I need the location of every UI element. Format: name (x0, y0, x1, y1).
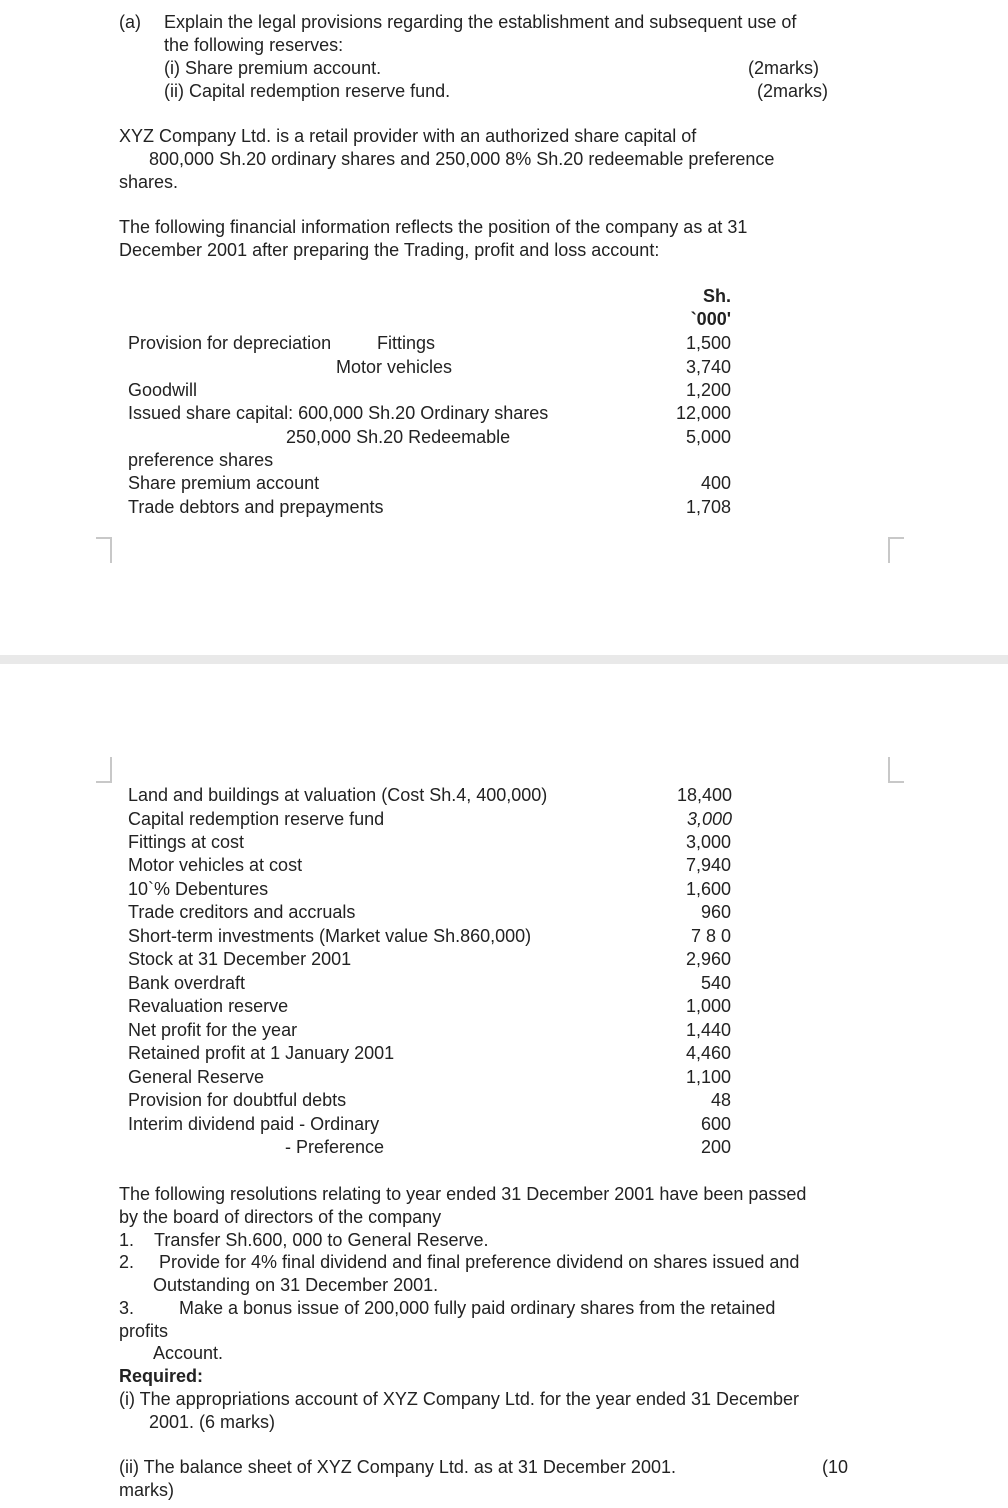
intro-line1: XYZ Company Ltd. is a retail provider with an authorized share capital of (119, 126, 697, 146)
table-row-label: Provision for depreciation (128, 333, 332, 353)
table-row-label: Trade debtors and prepayments (128, 497, 384, 517)
table-row-label: Issued share capital: 600,000 Sh.20 Ordinary shares (128, 403, 549, 423)
table-row-label: Bank overdraft (128, 973, 246, 993)
table-row-value: 960 (700, 902, 731, 922)
table-row-value: 540 (700, 973, 731, 993)
resolution-number: 3. (119, 1298, 135, 1318)
table-unit-header: Sh. (702, 286, 731, 306)
required-item-i-cont: 2001. (6 marks) (149, 1412, 276, 1432)
crop-mark-icon (888, 537, 904, 563)
resolution-text: Make a bonus issue of 200,000 fully paid ordinary shares from the retained (179, 1298, 776, 1318)
question-text-line2: the following reserves: (164, 35, 344, 55)
crop-mark-icon (96, 537, 112, 563)
table-row-label: - Preference (285, 1137, 385, 1157)
question-item1-marks: (2marks) (748, 58, 819, 78)
resolution-text: Provide for 4% final dividend and final preference dividend on shares issued and (159, 1252, 800, 1272)
fin-info-line2: December 2001 after preparing the Trading, profit and loss account: (119, 240, 660, 260)
table-row-value: 600 (700, 1114, 731, 1134)
table-row-label: Net profit for the year (128, 1020, 298, 1040)
table-row-label: Goodwill (128, 380, 198, 400)
required-item-ii-marks: (10 (822, 1457, 849, 1477)
intro-line2: 800,000 Sh.20 ordinary shares and 250,000 8% Sh.20 redeemable preference (149, 149, 775, 169)
table-row-value: 200 (700, 1137, 731, 1157)
table-row-label: Land and buildings at valuation (Cost Sh.4, 400,000) (128, 785, 548, 805)
table-row-label: Retained profit at 1 January 2001 (128, 1043, 395, 1063)
table-row-value: 48 (710, 1090, 731, 1110)
table-row-label: Fittings at cost (128, 832, 245, 852)
table-row-value: 1,100 (685, 1067, 731, 1087)
table-row-label: Trade creditors and accruals (128, 902, 356, 922)
table-row-value: 1,600 (685, 879, 731, 899)
crop-mark-icon (96, 757, 112, 783)
table-row-label: Short-term investments (Market value Sh.860,000) (128, 926, 532, 946)
table-row-label: Capital redemption reserve fund (128, 809, 385, 829)
resolution-text: profits (119, 1321, 169, 1341)
required-item-ii-cont: marks) (119, 1480, 174, 1500)
resolution-text: Transfer Sh.600, 000 to General Reserve. (154, 1230, 489, 1250)
table-row-label: 250,000 Sh.20 Redeemable (286, 427, 511, 447)
table-row-value: 1,708 (685, 497, 731, 517)
resolutions-intro-line1: The following resolutions relating to year ended 31 December 2001 have been passed (119, 1184, 807, 1204)
table-row-value: 18,400 (676, 785, 732, 805)
table-row-value: 5,000 (685, 427, 731, 447)
table-unit-subheader: `000' (690, 309, 731, 329)
question-text-line1: Explain the legal provisions regarding the establishment and subsequent use of (164, 12, 797, 32)
intro-line3: shares. (119, 172, 179, 192)
table-row-value: 1,440 (685, 1020, 731, 1040)
required-item-ii: (ii) The balance sheet of XYZ Company Ltd. as at 31 December 2001. (119, 1457, 676, 1477)
table-row-label: preference shares (128, 450, 274, 470)
table-row-label: General Reserve (128, 1067, 265, 1087)
resolution-number: 2. (119, 1252, 135, 1272)
page-separator (0, 655, 1008, 664)
table-row-value: 7 8 0 (690, 926, 731, 946)
table-row-label: Motor vehicles at cost (128, 855, 303, 875)
resolution-text: Outstanding on 31 December 2001. (153, 1275, 439, 1295)
table-row-label: Interim dividend paid - Ordinary (128, 1114, 380, 1134)
resolutions-intro-line2: by the board of directors of the company (119, 1207, 442, 1227)
resolution-text: Account. (153, 1343, 224, 1363)
question-item-share-premium: (i) Share premium account. (164, 58, 382, 78)
table-row-value: 1,500 (685, 333, 731, 353)
table-row-label: Provision for doubtful debts (128, 1090, 347, 1110)
table-row-value: 7,940 (685, 855, 731, 875)
fin-info-line1: The following financial information reflects the position of the company as at 31 (119, 217, 748, 237)
table-row-label: Stock at 31 December 2001 (128, 949, 352, 969)
required-heading: Required: (119, 1366, 204, 1386)
table-row-value: 3,000 (685, 832, 731, 852)
table-row-label: Share premium account (128, 473, 320, 493)
question-item-capital-redemption: (ii) Capital redemption reserve fund. (164, 81, 451, 101)
resolution-number: 1. (119, 1230, 135, 1250)
question-item2-marks: (2marks) (757, 81, 828, 101)
crop-mark-icon (888, 757, 904, 783)
table-row-value: 1,200 (685, 380, 731, 400)
table-row-label: 10`% Debentures (128, 879, 269, 899)
table-row-value: 2,960 (685, 949, 731, 969)
table-row-label: Motor vehicles (336, 357, 453, 377)
table-row-value: 4,460 (685, 1043, 731, 1063)
table-row-value: 400 (700, 473, 731, 493)
required-item-i: (i) The appropriations account of XYZ Company Ltd. for the year ended 31 December (119, 1389, 800, 1409)
table-row-value: 3,000 (686, 809, 732, 829)
table-row-value: 1,000 (685, 996, 731, 1016)
table-row-value: 3,740 (685, 357, 731, 377)
table-row-value: 12,000 (675, 403, 731, 423)
table-row-sublabel: Fittings (377, 333, 436, 353)
table-row-label: Revaluation reserve (128, 996, 289, 1016)
question-label: (a) (119, 12, 141, 32)
